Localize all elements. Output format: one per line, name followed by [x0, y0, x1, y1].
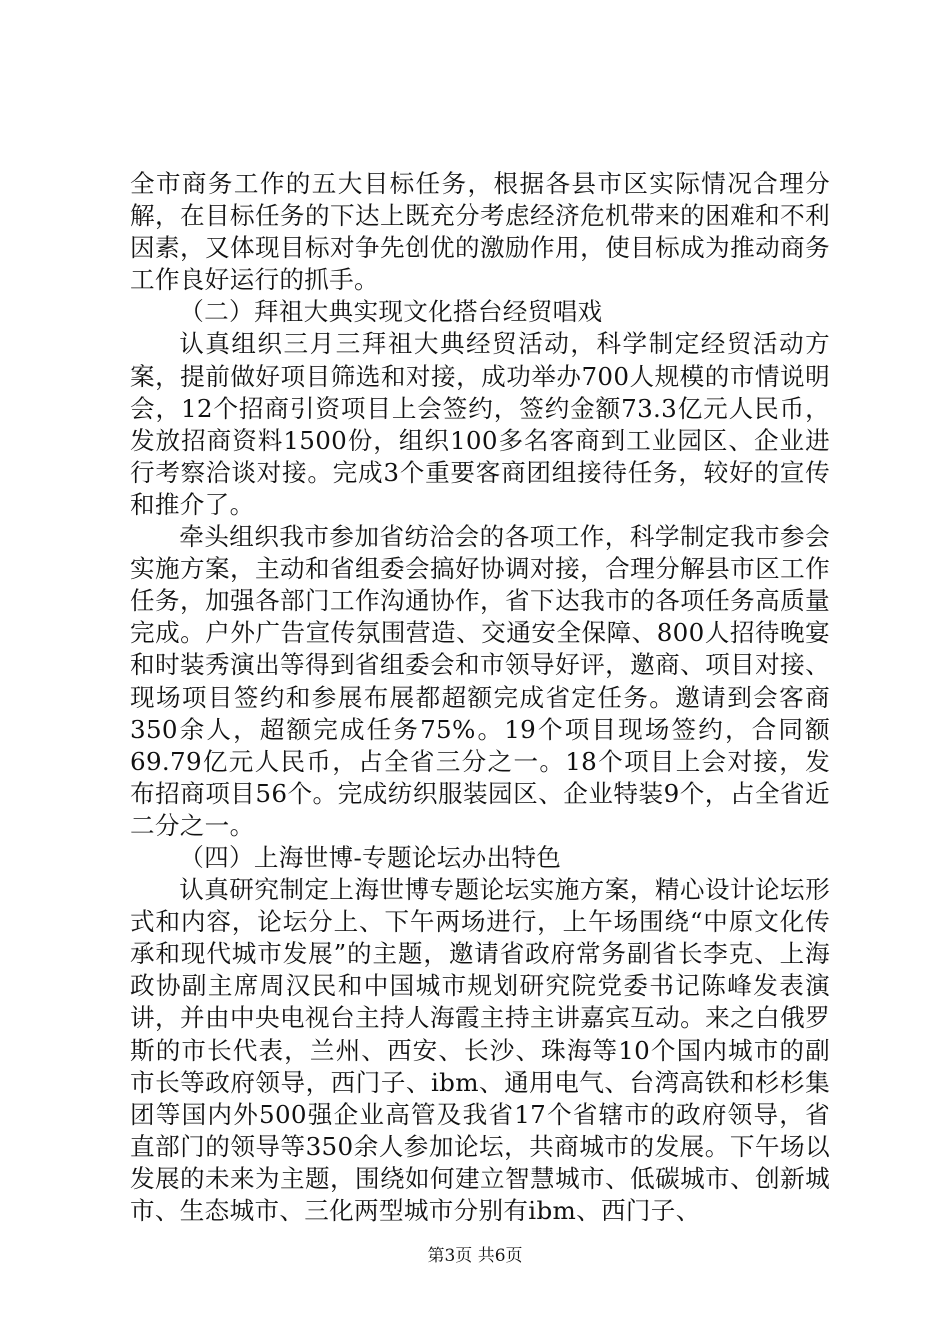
- document-body: [130, 168, 830, 1227]
- page-footer: 第3页 共6页: [427, 1246, 523, 1266]
- paragraph-ancestor-ceremony: 认真组织三月三拜祖大典经贸活动，科学制定经贸活动方案，提前做好项目筛选和对接，成功举办700人规模的市情说明会，12个招商引资项目上会签约，签约金额73.3亿元人民币，发放招商资料1500份，组织100多名客商到工业园区、企业进行考察洽谈对接。完成3个重要客商团组接待任务，较好的宣传和推介了。: [130, 329, 830, 519]
- section-heading-2: （二）拜祖大典实现文化搭台经贸唱戏: [179, 297, 603, 327]
- paragraph-intro: 全市商务工作的五大目标任务，根据各县市区实际情况合理分解，在目标任务的下达上既充分考虑经济危机带来的困难和不利因素，又体现目标对争先创优的激励作用，使目标成为推动商务工作良好运行的抓手。: [130, 169, 830, 295]
- paragraph-expo-forum: 认真研究制定上海世博专题论坛实施方案，精心设计论坛形式和内容，论坛分上、下午两场进行，上午场围绕“中原文化传承和现代城市发展”的主题，邀请省政府常务副省长李克、上海政协副主席周汉民和中国城市规划研究院党委书记陈峰发表演讲，并由中央电视台主持人海霞主持主讲嘉宾互动。来之白俄罗斯的市长代表，兰州、西安、长沙、珠海等10个国内城市的副市长等政府领导，西门子、ibm、通用电气、台湾高铁和杉杉集团等国内外500强企业高管及我省17个省辖市的政府领导，省直部门的领导等350余人参加论坛，共商城市的发展。下午场以发展的未来为主题，围绕如何建立智慧城市、低碳城市、创新城市、生态城市、三化两型城市分别有ibm、西门子、: [130, 875, 830, 1225]
- paragraph-textile-fair: 牵头组织我市参加省纺洽会的各项工作，科学制定我市参会实施方案，主动和省组委会搞好协调对接，合理分解县市区工作任务，加强各部门工作沟通协作，省下达我市的各项任务高质量完成。户外广告宣传氛围营造、交通安全保障、800人招待晚宴和时装秀演出等得到省组委会和市领导好评，邀商、项目对接、现场项目签约和参展布展都超额完成省定任务。邀请到会客商350余人，超额完成任务75%。19个项目现场签约，合同额69.79亿元人民币，占全省三分之一。18个项目上会对接，发布招商项目56个。完成纺织服装园区、企业特装9个，占全省近二分之一。: [130, 522, 830, 840]
- section-heading-4: （四）上海世博-专题论坛办出特色: [179, 842, 562, 872]
